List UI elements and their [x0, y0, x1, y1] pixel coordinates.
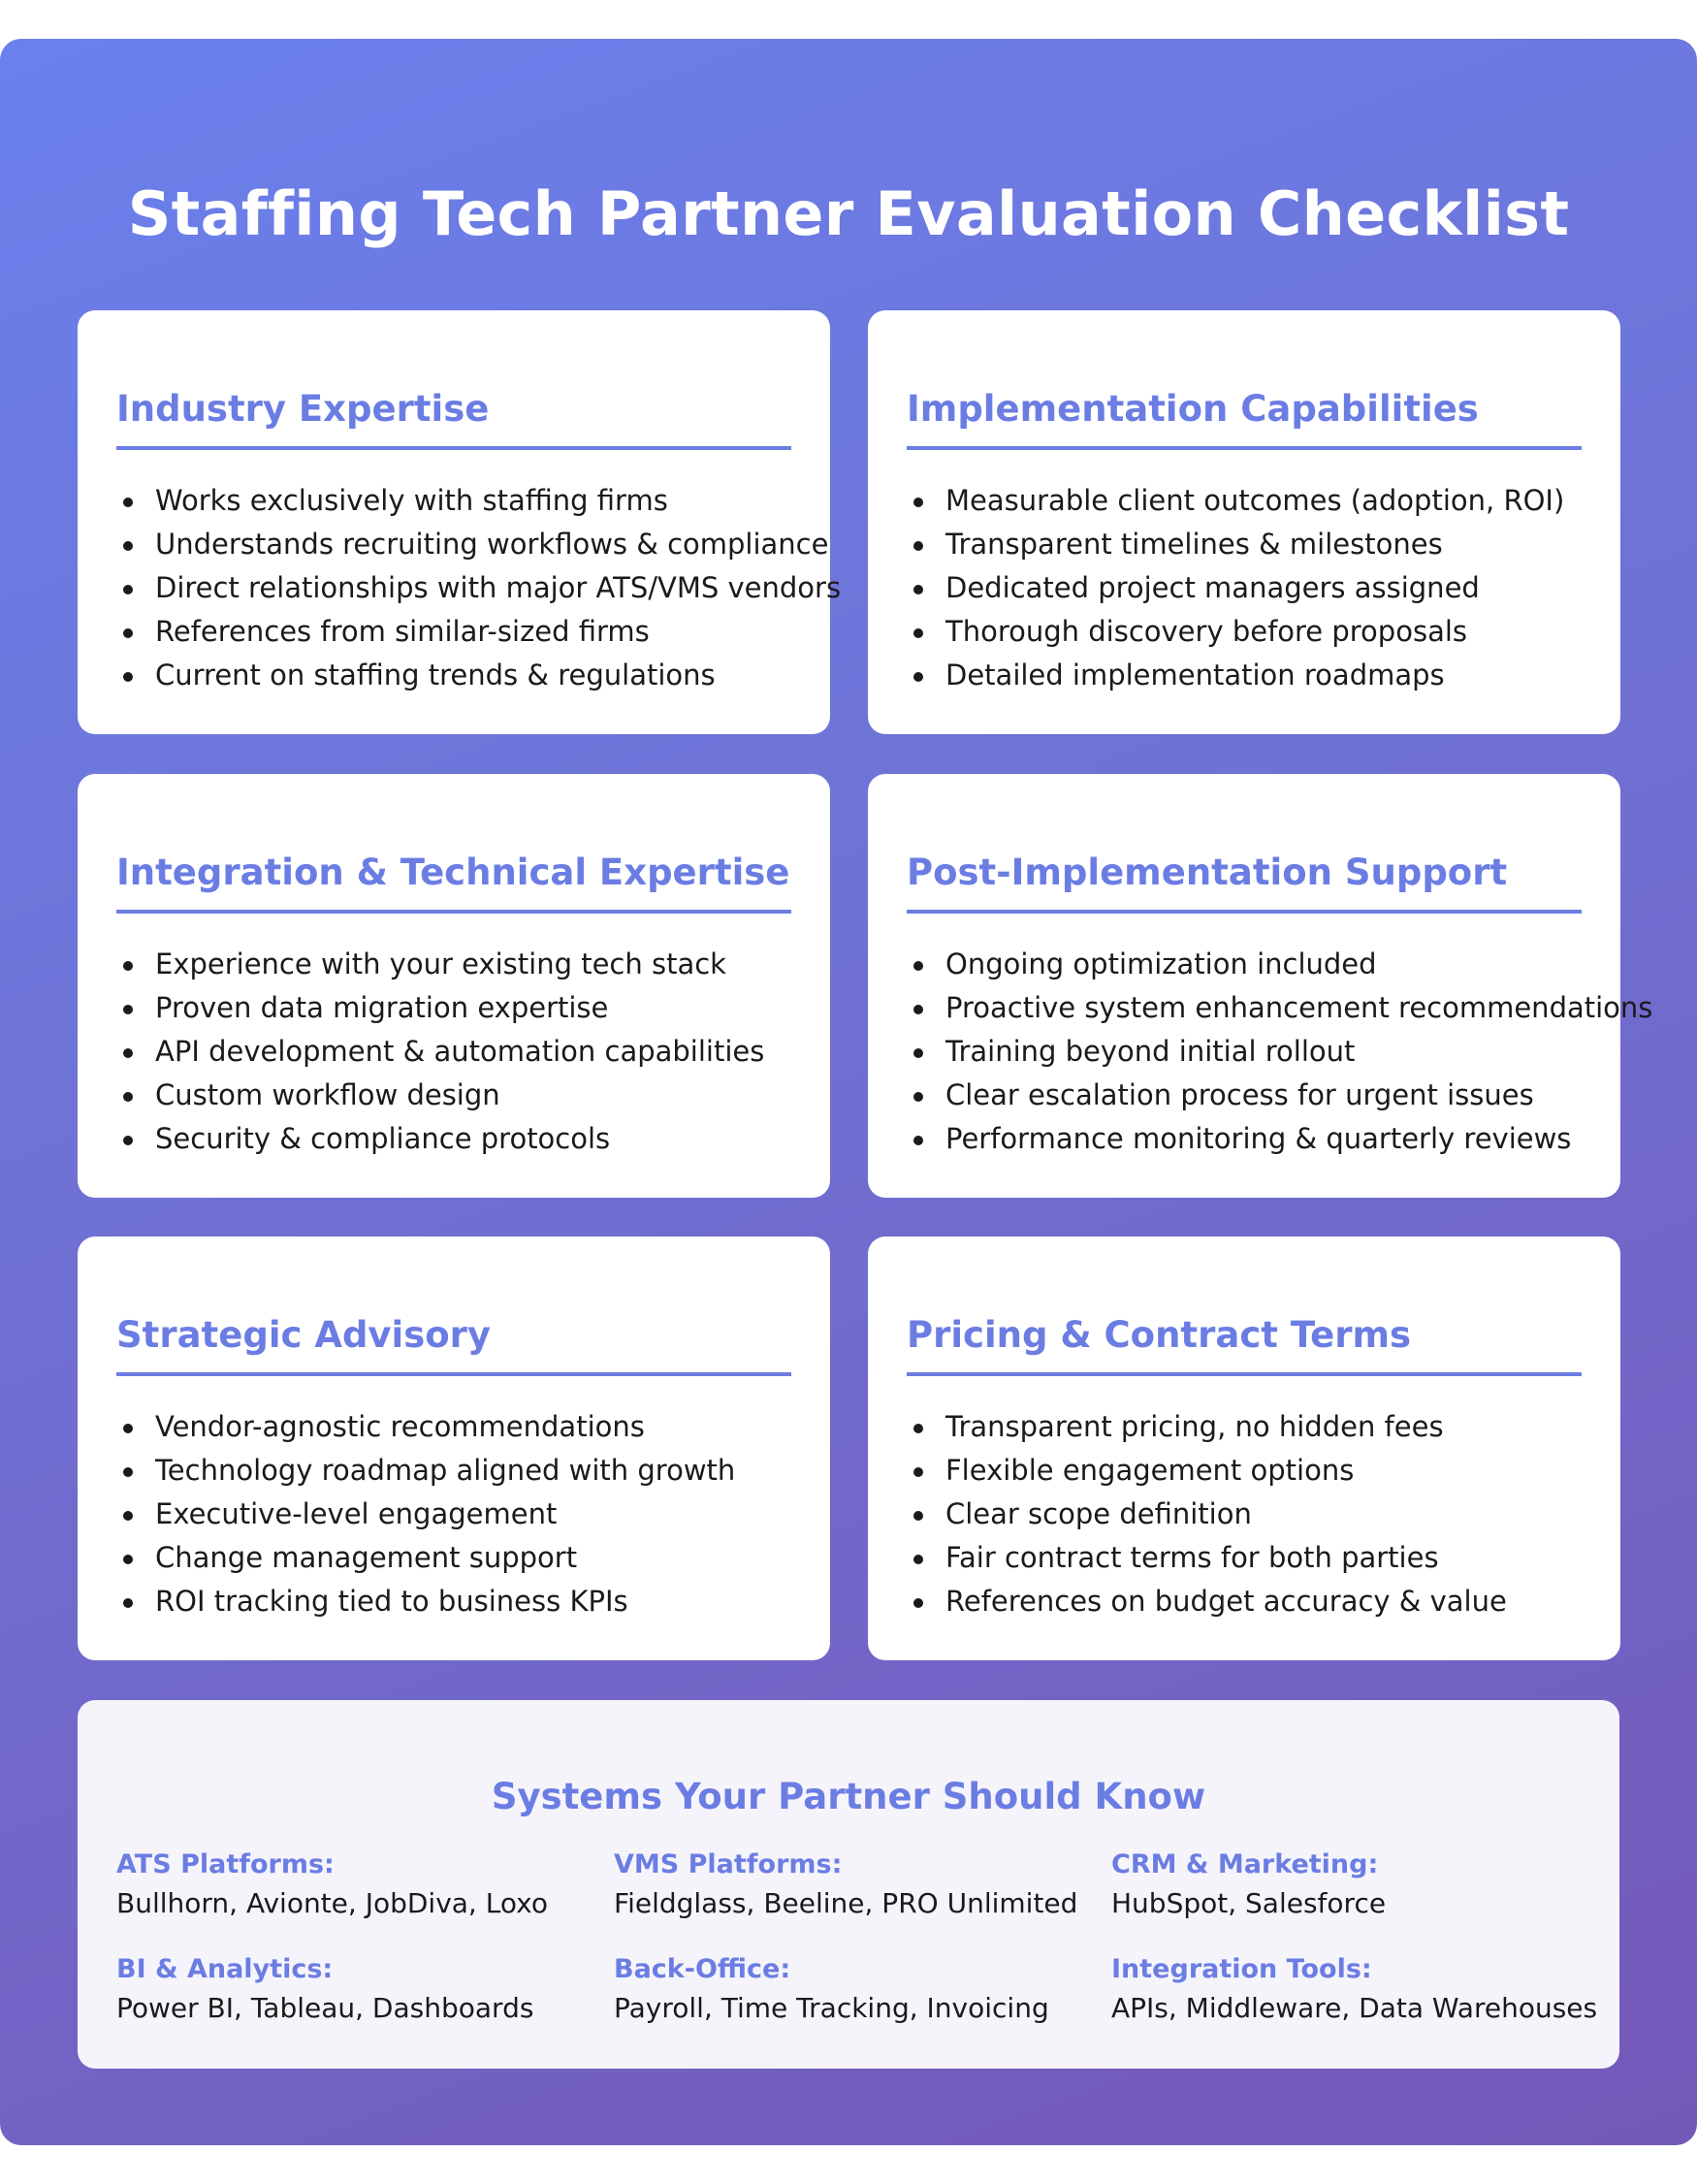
system-category: Integration Tools: [1111, 1954, 1372, 1984]
checklist-item: Executive-level engagement [116, 1493, 791, 1536]
system-values: Fieldglass, Beeline, PRO Unlimited [614, 1887, 1078, 1919]
checklist-item: Measurable client outcomes (adoption, ROI) [907, 479, 1582, 523]
checklist-item: Clear escalation process for urgent issues [907, 1074, 1582, 1117]
section-heading: Pricing & Contract Terms [907, 1312, 1582, 1376]
checklist-item: ROI tracking tied to business KPIs [116, 1580, 791, 1623]
system-values: Payroll, Time Tracking, Invoicing [614, 1992, 1049, 2024]
checklist-item: Flexible engagement options [907, 1449, 1582, 1493]
checklist-item: Change management support [116, 1536, 791, 1580]
section-card-implementation-capabilities [868, 310, 1620, 734]
section-heading: Implementation Capabilities [907, 386, 1582, 450]
section-card-strategic-advisory [78, 1237, 830, 1660]
section-heading: Post-Implementation Support [907, 850, 1582, 914]
checklist-item: Understands recruiting workflows & compliance [116, 523, 791, 566]
system-category: VMS Platforms: [614, 1849, 843, 1879]
checklist-item: References from similar-sized firms [116, 610, 791, 654]
checklist [116, 479, 842, 697]
checklist-item: Works exclusively with staffing firms [116, 479, 791, 523]
checklist-item: Detailed implementation roadmaps [907, 654, 1582, 697]
checklist-item: Ongoing optimization included [907, 943, 1582, 986]
checklist-item: Security & compliance protocols [116, 1117, 791, 1161]
checklist [907, 1405, 1582, 1623]
checklist-item: Experience with your existing tech stack [116, 943, 791, 986]
section-card-post-implementation-support [868, 774, 1653, 1198]
section-heading: Industry Expertise [116, 386, 791, 450]
checklist-item: Transparent pricing, no hidden fees [907, 1405, 1582, 1449]
section-card-integration-technical [78, 774, 830, 1198]
checklist-item: Fair contract terms for both parties [907, 1536, 1582, 1580]
checklist-item: Current on staffing trends & regulations [116, 654, 791, 697]
checklist-item: Dedicated project managers assigned [907, 566, 1582, 610]
system-category: Back-Office: [614, 1954, 791, 1984]
section-heading: Integration & Technical Expertise [116, 850, 791, 914]
system-group-crm [1111, 1846, 1596, 1923]
system-group-integration-tools [1111, 1950, 1596, 2028]
systems-heading: Systems Your Partner Should Know [491, 1776, 1206, 1817]
checklist-item: References on budget accuracy & value [907, 1580, 1582, 1623]
section-card-industry-expertise [78, 310, 842, 734]
system-values: Power BI, Tableau, Dashboards [116, 1992, 534, 2024]
checklist-item: Proactive system enhancement recommendations [907, 986, 1582, 1030]
checklist-item: API development & automation capabilities [116, 1030, 791, 1074]
checklist-item: Vendor-agnostic recommendations [116, 1405, 791, 1449]
checklist [907, 943, 1653, 1161]
checklist-item: Proven data migration expertise [116, 986, 791, 1030]
checklist-item: Custom workflow design [116, 1074, 791, 1117]
system-category: BI & Analytics: [116, 1954, 334, 1984]
section-card-pricing-contract-terms [868, 1237, 1620, 1660]
checklist-item: Performance monitoring & quarterly reviews [907, 1117, 1582, 1161]
system-category: CRM & Marketing: [1111, 1849, 1379, 1879]
page-title: Staffing Tech Partner Evaluation Checklist [127, 178, 1570, 249]
section-heading: Strategic Advisory [116, 1312, 791, 1376]
checklist [116, 943, 791, 1161]
checklist-item: Technology roadmap aligned with growth [116, 1449, 791, 1493]
system-values: HubSpot, Salesforce [1111, 1887, 1387, 1919]
system-category: ATS Platforms: [116, 1849, 335, 1879]
system-group-ats [116, 1846, 601, 1923]
system-group-bi [116, 1950, 601, 2028]
checklist-item: Direct relationships with major ATS/VMS vendors [116, 566, 791, 610]
checklist-item: Training beyond initial rollout [907, 1030, 1582, 1074]
systems-panel [78, 1700, 1619, 2069]
checklist-item: Thorough discovery before proposals [907, 610, 1582, 654]
checklist [116, 1405, 791, 1623]
system-values: Bullhorn, Avionte, JobDiva, Loxo [116, 1887, 548, 1919]
system-group-vms [614, 1846, 1099, 1923]
checklist-item: Transparent timelines & milestones [907, 523, 1582, 566]
system-values: APIs, Middleware, Data Warehouses [1111, 1992, 1598, 2024]
checklist-item: Clear scope definition [907, 1493, 1582, 1536]
system-group-back-office [614, 1950, 1099, 2028]
checklist [907, 479, 1582, 697]
